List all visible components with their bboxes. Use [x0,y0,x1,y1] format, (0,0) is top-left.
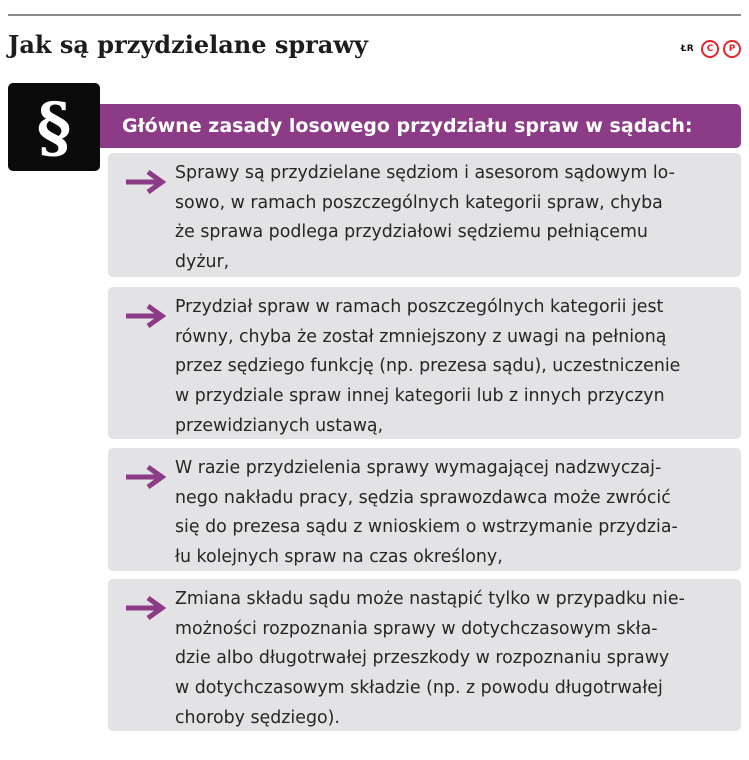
text-line: że sprawa podlega przydziałowi sędziemu pełniącemu [175,222,648,243]
list-item-text [175,585,731,734]
logo-letter-c: C [701,40,719,58]
text-line: możności rozpoznania sprawy w dotychczasowym skła- [175,618,658,639]
text-line: w przydziale spraw innej kategorii lub z innych przyczyn [175,386,665,407]
right-arrow-icon [124,596,168,620]
section-heading-bar [100,104,741,148]
top-divider [8,14,741,16]
list-item [108,448,741,571]
list-item-text [175,159,731,278]
text-line: W razie przydzielenia sprawy wymagającej nadzwyczaj- [175,458,662,478]
section-heading: Główne zasady losowego przydziału spraw w sądach: [122,115,693,137]
text-line: Zmiana składu sądu może nastąpić tylko w przypadku nie- [175,589,685,609]
text-line: dyżur, [175,252,230,273]
page-title: Jak są przydzielane sprawy [8,30,368,59]
list-item [108,579,741,731]
list-item [108,287,741,439]
text-line: łu kolejnych spraw na czas określony, [175,547,503,568]
list-item [108,153,741,277]
text-line: choroby sędziego). [175,707,340,728]
text-line: nego nakładu pracy, sędzia sprawozdawca może zwrócić [175,487,671,508]
list-item-text [175,454,731,573]
text-line: sowo, w ramach poszczególnych kategorii spraw, chyba [175,192,663,213]
text-line: Sprawy są przydzielane sędziom i asesorom sądowym lo- [175,163,675,183]
text-line: przez sędziego funkcję (np. prezesa sądu), uczestniczenie [175,356,681,377]
text-line: przewidzianych ustawą, [175,415,384,436]
logo-letter-p: P [723,40,741,58]
text-line: dzie albo długotrwałej przeszkody w rozpoznaniu sprawy [175,648,670,669]
right-arrow-icon [124,304,168,328]
right-arrow-icon [124,170,168,194]
text-line: równy, chyba że został zmniejszony z uwagi na pełnioną [175,326,667,347]
logo-credit: ŁR [680,44,694,54]
text-line: się do prezesa sądu z wnioskiem o wstrzymanie przydzia- [175,517,678,538]
text-line: Przydział spraw w ramach poszczególnych kategorii jest [175,297,664,317]
text-line: w dotychczasowym składzie (np. z powodu długotrwałej [175,678,663,699]
right-arrow-icon [124,465,168,489]
list-item-text [175,293,731,442]
paragraph-symbol-icon: § [8,83,100,171]
publisher-logo [681,40,741,58]
